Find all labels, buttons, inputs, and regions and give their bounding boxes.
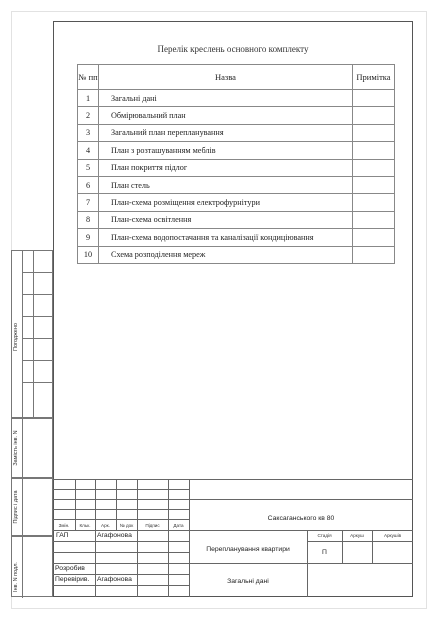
table-row [78,229,395,246]
header-name: Назва [99,65,353,90]
sheet-label: Аркуш [350,533,364,538]
row-number: 3 [78,124,99,141]
row-note [353,159,395,176]
title-block [53,479,413,597]
row-name: План-схема розміщення електрофурнітури [99,194,353,211]
header-change: Змін. [58,523,70,528]
row-name: План покриття підлог [99,159,353,176]
header-number: № пп [78,65,99,90]
table-row [78,176,395,193]
row-name: Загальні дані [99,90,353,107]
row-note [353,229,395,246]
header-date: Дата [173,523,184,528]
row-number: 8 [78,211,99,228]
header-doc: № док [119,523,134,528]
table-row [78,124,395,141]
row-name: Схема розподілення мереж [99,246,353,263]
header-sign: Підпис [145,523,160,528]
table-row [78,246,395,263]
table-row [78,107,395,124]
table-header-row [78,65,395,90]
header-note: Примітка [353,65,395,90]
row-number: 10 [78,246,99,263]
drawings-list-table [77,64,395,264]
table-row [78,211,395,228]
row-note [353,107,395,124]
project-address: Саксаганського кв 80 [267,515,335,522]
row-note [353,246,395,263]
row-number: 2 [78,107,99,124]
row-note [353,90,395,107]
row-name: Загальний план перепланування [99,124,353,141]
row-number: 5 [78,159,99,176]
gap-role: ГАП [56,532,69,539]
row-name: План-схема освітлення [99,211,353,228]
gap-name: Агафонова [97,532,132,539]
checked-role: Перевірив. [55,576,90,583]
row-note [353,194,395,211]
stage-label: Стадія [317,533,332,538]
table-row [78,159,395,176]
row-note [353,142,395,159]
inv-original-label: Інв. N подл. [13,562,19,592]
header-sheet: Арк. [101,523,110,528]
stage-value: П [322,549,327,556]
table-row [78,194,395,211]
row-number: 9 [78,229,99,246]
agreed-label: Погоджено [13,323,19,351]
row-number: 4 [78,142,99,159]
table-row [78,142,395,159]
sheet-title: Загальні дані [227,578,269,585]
row-number: 1 [78,90,99,107]
row-name: План стель [99,176,353,193]
row-note [353,176,395,193]
row-note [353,124,395,141]
checked-name: Агафонова [97,576,132,583]
table-row [78,90,395,107]
signature-date-label: Підпис і дата [13,490,19,524]
row-name: Обмірювальний план [99,107,353,124]
inv-replacement-label: Замість інв. N [13,430,19,466]
row-name: План-схема водопостачання та каналізації кондиціювання [99,229,353,246]
row-number: 7 [78,194,99,211]
row-name: План з розташуванням меблів [99,142,353,159]
row-note [353,211,395,228]
developed-role: Розробив [55,565,85,572]
header-qty: Кльк. [79,523,91,528]
project-name: Перепланування квартири [206,546,290,553]
sheets-label: Аркушів [383,533,402,538]
page-title: Перелік креслень основного комплекту [157,44,309,54]
row-number: 6 [78,176,99,193]
